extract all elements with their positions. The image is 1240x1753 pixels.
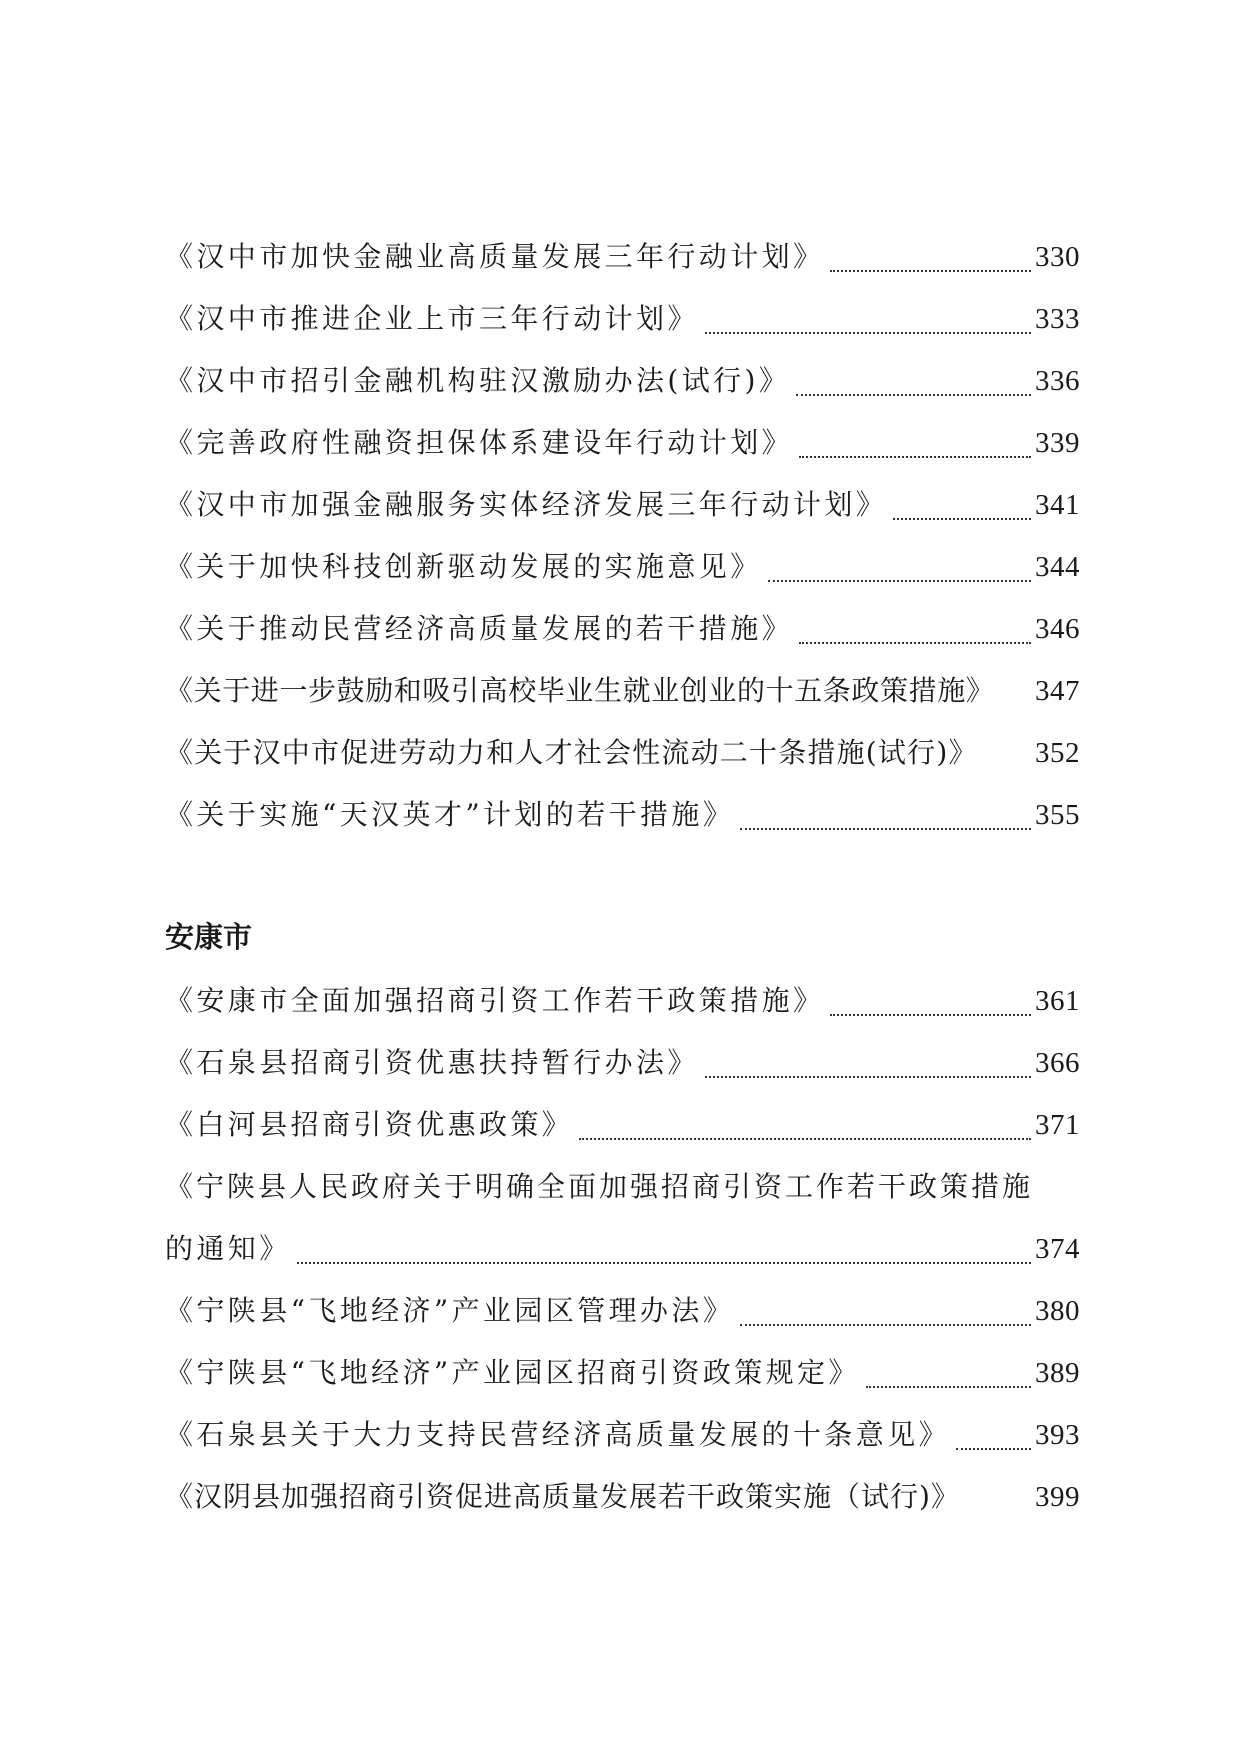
toc-entry-title: 《汉中市加快金融业高质量发展三年行动计划》 xyxy=(165,240,825,273)
toc-entry[interactable] xyxy=(165,970,1080,1032)
toc-entry-title: 《宁陕县“飞地经济”产业园区管理办法》 xyxy=(165,1294,735,1327)
toc-entry[interactable] xyxy=(165,1404,1080,1466)
toc-entry-title: 《石泉县招商引资优惠扶持暂行办法》 xyxy=(165,1046,699,1079)
dot-leader xyxy=(799,642,1031,644)
toc-entry-title: 《汉中市加强金融服务实体经济发展三年行动计划》 xyxy=(165,488,888,521)
toc-entry-title: 《关于汉中市促进劳动力和人才社会性流动二十条措施(试行)》 xyxy=(165,736,978,769)
toc-entry[interactable] xyxy=(165,536,1080,598)
dot-leader xyxy=(297,1262,1031,1264)
toc-entry-page: 361 xyxy=(1035,985,1080,1017)
toc-entry[interactable] xyxy=(165,412,1080,474)
toc-group-hanzhong xyxy=(165,226,1080,846)
toc-entry-page: 344 xyxy=(1035,551,1080,583)
toc-entry-title: 《安康市全面加强招商引资工作若干政策措施》 xyxy=(165,984,825,1017)
dot-leader xyxy=(796,394,1031,396)
toc-entry-title: 《关于实施“天汉英才”计划的若干措施》 xyxy=(165,798,735,831)
toc-entry[interactable] xyxy=(165,1466,1080,1528)
toc-entry-page: 352 xyxy=(1035,737,1080,769)
toc-entry-page: 339 xyxy=(1035,427,1080,459)
toc-group-ankang xyxy=(165,970,1080,1528)
toc-entry[interactable] xyxy=(165,1094,1080,1156)
toc-entry-wrapped-line2[interactable] xyxy=(165,1218,1080,1280)
toc-entry-page: 355 xyxy=(1035,799,1080,831)
toc-entry-page: 346 xyxy=(1035,613,1080,645)
toc-entry[interactable] xyxy=(165,226,1080,288)
dot-leader xyxy=(705,332,1031,334)
dot-leader xyxy=(579,1138,1031,1140)
toc-entry[interactable] xyxy=(165,722,1080,784)
dot-leader xyxy=(830,1014,1031,1016)
toc-entry-page: 347 xyxy=(1035,675,1080,707)
dot-leader xyxy=(956,1448,1031,1450)
dot-leader xyxy=(740,828,1031,830)
toc-entry-title: 《关于推动民营经济高质量发展的若干措施》 xyxy=(165,612,794,645)
toc-entry-title: 《汉中市推进企业上市三年行动计划》 xyxy=(165,302,699,335)
toc-entry-wrapped-line1[interactable] xyxy=(165,1156,1080,1218)
dot-leader xyxy=(893,518,1031,520)
toc-entry-page: 374 xyxy=(1035,1233,1080,1265)
toc-entry-page: 371 xyxy=(1035,1109,1080,1141)
toc-entry-title: 《白河县招商引资优惠政策》 xyxy=(165,1108,574,1141)
toc-entry-title: 《关于加快科技创新驱动发展的实施意见》 xyxy=(165,550,762,583)
toc-entry-page: 399 xyxy=(1035,1481,1080,1513)
toc-entry[interactable] xyxy=(165,1342,1080,1404)
dot-leader xyxy=(740,1324,1031,1326)
toc-entry[interactable] xyxy=(165,1280,1080,1342)
dot-leader xyxy=(705,1076,1031,1078)
toc-entry-title: 《宁陕县“飞地经济”产业园区招商引资政策规定》 xyxy=(165,1356,860,1389)
toc-entry[interactable] xyxy=(165,660,1080,722)
toc-entry-title: 《关于进一步鼓励和吸引高校毕业生就业创业的十五条政策措施》 xyxy=(165,674,995,707)
toc-entry-title: 《汉阴县加强招商引资促进高质量发展若干政策实施（试行)》 xyxy=(165,1480,960,1513)
toc-entry-page: 330 xyxy=(1035,241,1080,273)
toc-entry-title: 《石泉县关于大力支持民营经济高质量发展的十条意见》 xyxy=(165,1418,951,1451)
dot-leader xyxy=(866,1386,1031,1388)
toc-entry[interactable] xyxy=(165,784,1080,846)
toc-entry[interactable] xyxy=(165,474,1080,536)
toc-entry[interactable] xyxy=(165,350,1080,412)
toc-entry-page: 393 xyxy=(1035,1419,1080,1451)
toc-entry-page: 380 xyxy=(1035,1295,1080,1327)
toc-entry-page: 366 xyxy=(1035,1047,1080,1079)
toc-entry-page: 333 xyxy=(1035,303,1080,335)
toc-entry-page: 341 xyxy=(1035,489,1080,521)
dot-leader xyxy=(830,270,1031,272)
toc-entry-title: 《完善政府性融资担保体系建设年行动计划》 xyxy=(165,426,794,459)
toc-entry[interactable] xyxy=(165,1032,1080,1094)
toc-entry-title: 《宁陕县人民政府关于明确全面加强招商引资工作若干政策措施 xyxy=(165,1170,1034,1203)
dot-leader xyxy=(768,580,1031,582)
toc-entry[interactable] xyxy=(165,288,1080,350)
toc-entry-page: 389 xyxy=(1035,1357,1080,1389)
toc-entry-page: 336 xyxy=(1035,365,1080,397)
section-heading-ankang: 安康市 xyxy=(165,920,253,954)
toc-entry-title: 《汉中市招引金融机构驻汉激励办法(试行)》 xyxy=(165,364,791,397)
toc-entry-title: 的通知》 xyxy=(165,1232,291,1265)
dot-leader xyxy=(799,456,1031,458)
toc-entry[interactable] xyxy=(165,598,1080,660)
